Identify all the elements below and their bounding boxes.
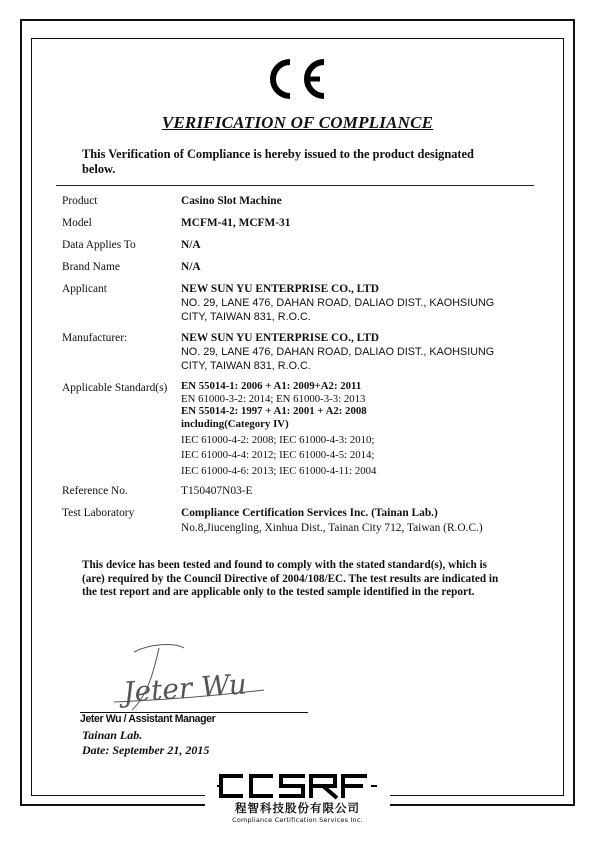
manufacturer-name: NEW SUN YU ENTERPRISE CO., LTD xyxy=(181,332,380,344)
brand-name-value: N/A xyxy=(181,261,201,273)
standard-line: IEC 61000-4-4: 2012; IEC 61000-4-5: 2014; xyxy=(181,449,375,461)
test-lab-address: No.8,Jiucengling, Xinhua Dist., Tainan City 712, Taiwan (R.O.C.) xyxy=(181,522,483,534)
reference-label: Reference No. xyxy=(62,485,128,497)
model-value: MCFM-41, MCFM-31 xyxy=(181,217,291,229)
applicant-label: Applicant xyxy=(62,283,107,295)
standard-line: EN 61000-3-2: 2014; EN 61000-3-3: 2013 xyxy=(181,393,366,405)
standard-line: including(Category IV) xyxy=(181,418,289,430)
logo-chinese-name: 程智科技股份有限公司 xyxy=(235,801,360,815)
divider xyxy=(56,185,534,186)
standard-line: EN 55014-2: 1997 + A1: 2001 + A2: 2008 xyxy=(181,405,367,417)
standard-line: EN 55014-1: 2006 + A1: 2009+A2: 2011 xyxy=(181,380,362,392)
compliance-statement: This device has been tested and found to comply with the stated standard(s), which is (are) required by the Council Directive of 2004/108/EC. The test results are indicated in the test report and are applicable only to the tested sample identified in the report. xyxy=(82,559,499,598)
issue-date: Date: September 21, 2015 xyxy=(82,743,210,757)
manufacturer-address-line1: NO. 29, LANE 476, DAHAN ROAD, DALIAO DIST., KAOHSIUNG xyxy=(181,346,495,358)
ce-mark-icon xyxy=(258,54,330,104)
model-label: Model xyxy=(62,217,92,229)
applicant-address-line2: CITY, TAIWAN 831, R.O.C. xyxy=(181,311,311,323)
signer-name: Jeter Wu / Assistant Manager xyxy=(80,713,216,725)
product-label: Product xyxy=(62,195,98,207)
data-applies-to-value: N/A xyxy=(181,239,201,251)
test-lab-name: Compliance Certification Services Inc. (Tainan Lab.) xyxy=(181,507,438,519)
handwritten-signature xyxy=(104,640,274,716)
data-applies-to-label: Data Applies To xyxy=(62,239,136,251)
lab-name: Tainan Lab. xyxy=(82,728,143,742)
manufacturer-address-line2: CITY, TAIWAN 831, R.O.C. xyxy=(181,360,311,372)
manufacturer-label: Manufacturer: xyxy=(62,332,128,344)
applicant-address-line1: NO. 29, LANE 476, DAHAN ROAD, DALIAO DIST., KAOHSIUNG xyxy=(181,297,495,309)
reference-value: T150407N03-E xyxy=(181,485,253,497)
svg-text:Jeter Wu: Jeter Wu xyxy=(122,667,248,709)
document-title: VERIFICATION OF COMPLIANCE xyxy=(161,113,434,132)
applicant-name: NEW SUN YU ENTERPRISE CO., LTD xyxy=(181,283,380,295)
brand-name-label: Brand Name xyxy=(62,261,120,273)
standard-line: IEC 61000-4-6: 2013; IEC 61000-4-11: 2004 xyxy=(181,465,377,477)
standard-line: IEC 61000-4-2: 2008; IEC 61000-4-3: 2010; xyxy=(181,434,375,446)
standards-label: Applicable Standard(s) xyxy=(62,382,168,394)
logo-english-name: Compliance Certification Services Inc. xyxy=(232,816,363,824)
ccsrf-logo-icon xyxy=(217,772,377,800)
product-value: Casino Slot Machine xyxy=(181,195,282,207)
test-lab-label: Test Laboratory xyxy=(62,507,135,519)
ccs-logo xyxy=(205,770,390,832)
intro-text: This Verification of Compliance is hereby issued to the product designated below. xyxy=(82,147,474,176)
